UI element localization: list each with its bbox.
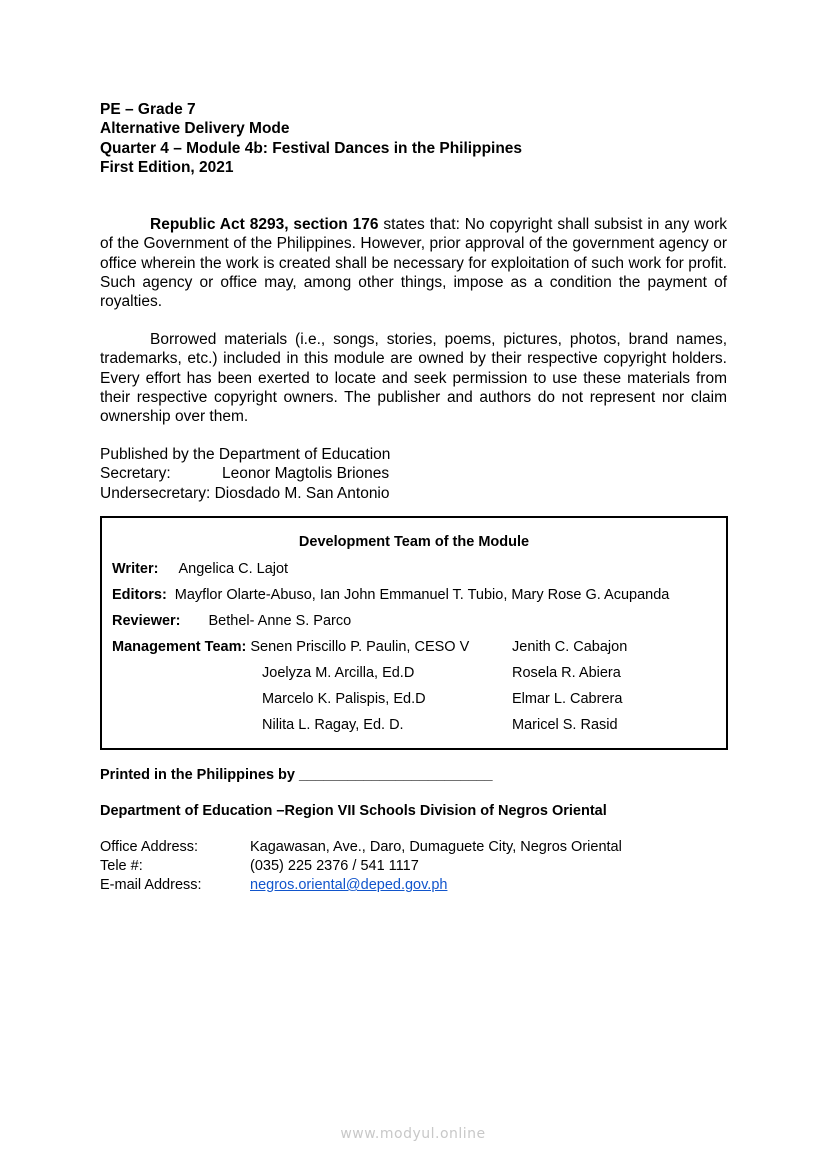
management-member: Elmar L. Cabrera (512, 691, 623, 707)
office-address-label: Office Address: (100, 839, 199, 855)
secretary-name: Leonor Magtolis Briones (222, 465, 390, 483)
delivery-mode: Alternative Delivery Mode (100, 120, 290, 138)
telephone-row (100, 857, 622, 876)
management-team-row (112, 639, 469, 655)
reviewer-row (112, 613, 351, 629)
management-member: Rosela R. Abiera (512, 665, 621, 681)
reviewer-name: Bethel- Anne S. Parco (208, 613, 352, 629)
writer-name: Angelica C. Lajot (178, 561, 289, 577)
undersecretary-row (100, 484, 390, 503)
management-member: Jenith C. Cabajon (512, 639, 628, 655)
contact-info (100, 838, 622, 895)
management-member: Joelyza M. Arcilla, Ed.D (262, 665, 415, 681)
management-member: Senen Priscillo P. Paulin, CESO V (250, 639, 470, 655)
telephone-label: Tele #: (100, 858, 143, 874)
writer-label: Writer: (112, 561, 159, 577)
email-link[interactable]: negros.oriental@deped.gov.ph (250, 877, 448, 893)
undersecretary-label: Undersecretary: (100, 484, 211, 502)
development-team-box (100, 516, 728, 750)
telephone-value: (035) 225 2376 / 541 1117 (250, 858, 419, 874)
editors-row (112, 587, 669, 603)
subject-grade: PE – Grade 7 (100, 101, 196, 118)
copyright-law-reference: Republic Act 8293, section 176 (150, 216, 379, 233)
email-label: E-mail Address: (100, 877, 202, 893)
office-address-row (100, 838, 622, 857)
secretary-row (100, 464, 390, 483)
module-title: Quarter 4 – Module 4b: Festival Dances in the Philippines (100, 139, 523, 157)
published-by: Published by the Department of Education (100, 446, 391, 463)
writer-row (112, 561, 288, 577)
undersecretary-name: Diosdado M. San Antonio (214, 484, 390, 502)
management-member: Nilita L. Ragay, Ed. D. (262, 717, 404, 733)
copyright-paragraph (100, 215, 727, 311)
management-member: Maricel S. Rasid (512, 717, 618, 733)
printed-by-line: Printed in the Philippines by ________________________ (100, 767, 493, 783)
borrowed-materials-paragraph (100, 330, 727, 426)
watermark: www.modyul.online (340, 1126, 486, 1142)
publication-info (100, 445, 390, 503)
secretary-label: Secretary: (100, 465, 171, 483)
email-row (100, 876, 622, 895)
development-team-title: Development Team of the Module (298, 534, 530, 550)
editors-names: Mayflor Olarte-Abuso, Ian John Emmanuel T. Tubio, Mary Rose G. Acupanda (174, 587, 670, 603)
borrowed-materials-text: Borrowed materials (i.e., songs, stories, poems, pictures, photos, brand names, trademarks, etc.) included in this module are owned by their respective copyright holders. Every effort has been exerted to locate and seek permission to use these materials from their respective copyright owners. The publisher and authors do not represent nor claim ownership over them. (100, 331, 727, 426)
management-team-label: Management Team: (112, 639, 247, 655)
reviewer-label: Reviewer: (112, 613, 181, 629)
edition: First Edition, 2021 (100, 158, 234, 176)
division-heading: Department of Education –Region VII Schools Division of Negros Oriental (100, 803, 607, 819)
management-member: Marcelo K. Palispis, Ed.D (262, 691, 426, 707)
copyright-text: states that: No copyright shall subsist in any work of the Government of the Philippines. However, prior approval of the government agency or office wherein the work is created shall be necessary for exploitation of such work for profit. Such agency or office may, among other things, impose as a condition the payment of royalties. (100, 216, 727, 311)
module-header (100, 100, 522, 177)
editors-label: Editors: (112, 587, 167, 603)
office-address-value: Kagawasan, Ave., Daro, Dumaguete City, Negros Oriental (250, 839, 622, 855)
